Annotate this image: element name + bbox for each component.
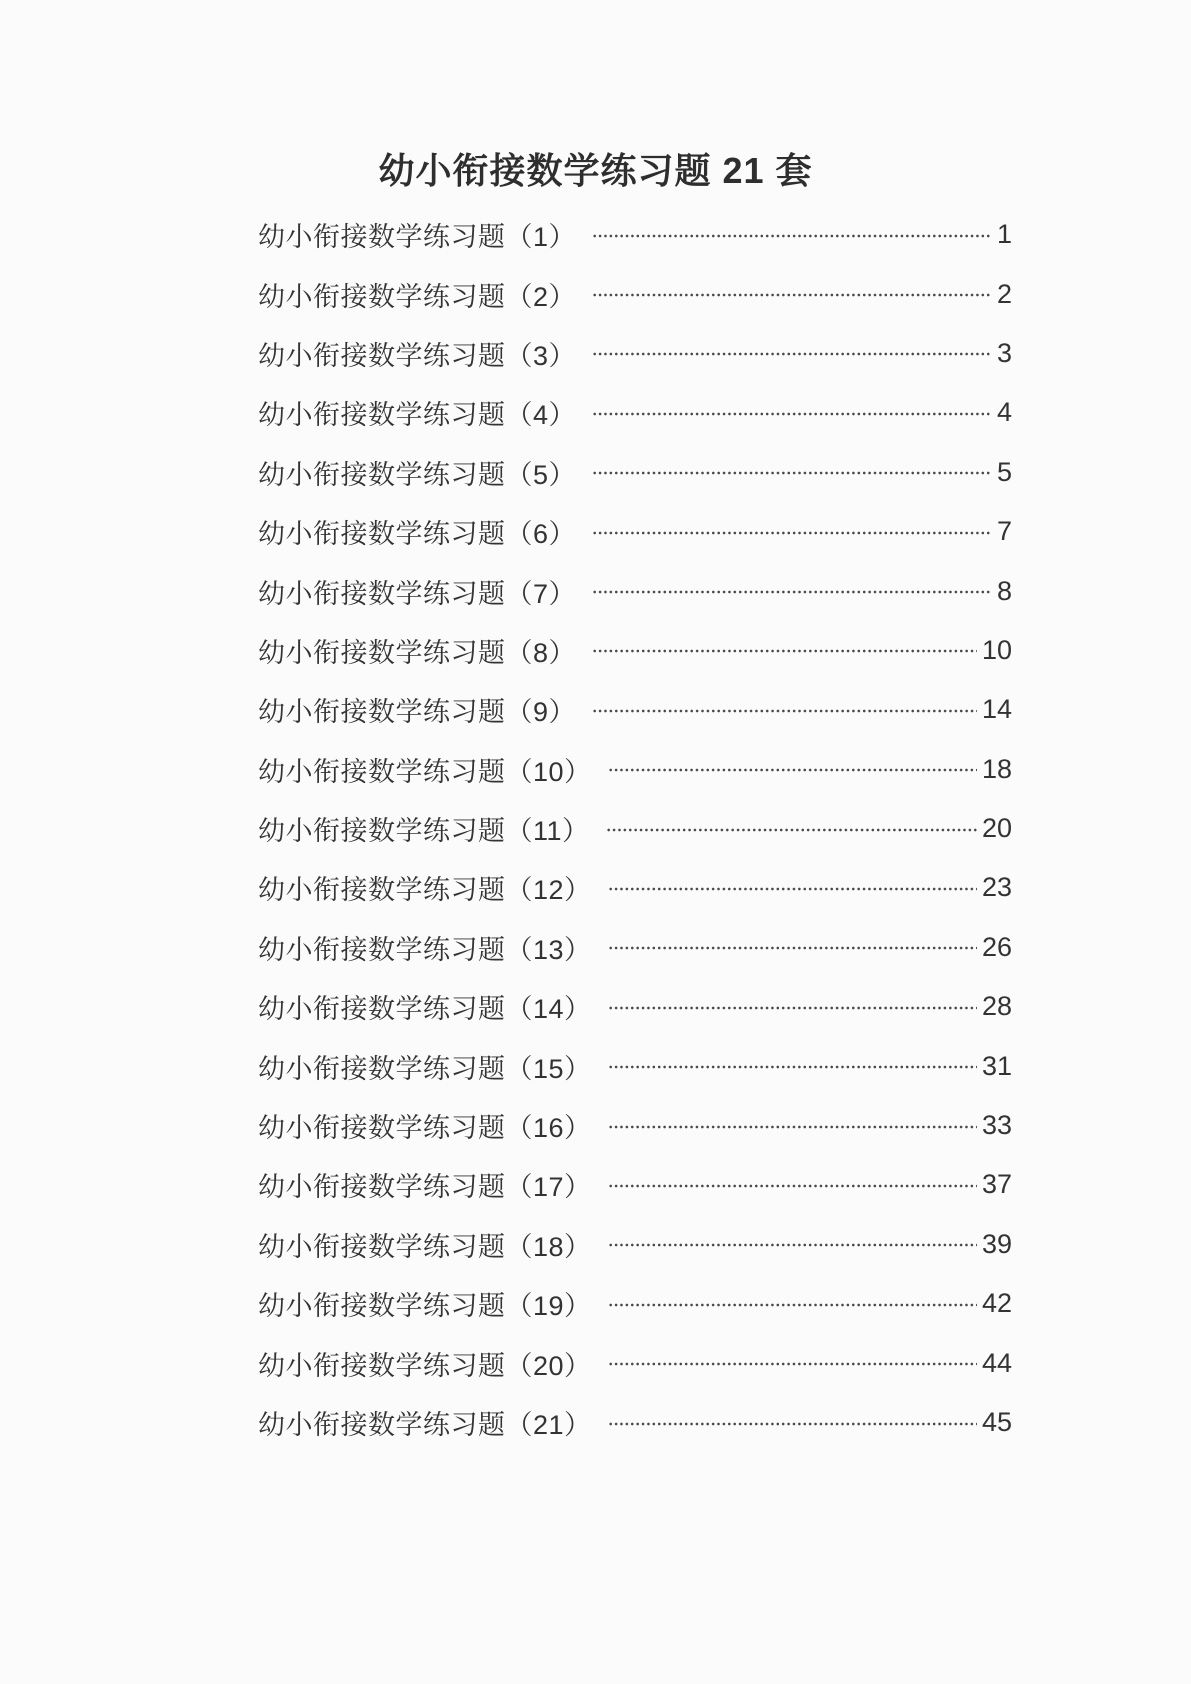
toc-row: [258, 918, 1012, 977]
dotted-leader: [608, 1005, 977, 1011]
toc-entry-label: 幼小衔接数学练习题（11）: [258, 816, 590, 847]
dotted-leader: [608, 945, 977, 951]
dotted-leader: [608, 767, 977, 773]
dotted-leader: [592, 589, 992, 595]
dotted-leader: [606, 827, 977, 833]
toc-row: [258, 324, 1012, 383]
toc-row: [258, 621, 1012, 680]
toc-entry-page-number: 3: [996, 337, 1012, 368]
dotted-leader: [592, 233, 992, 239]
toc-row: [258, 443, 1012, 502]
toc-entry-page-number: 7: [996, 516, 1012, 547]
toc-row: [258, 858, 1012, 917]
toc-row: [258, 1333, 1012, 1392]
toc-row: [258, 1393, 1012, 1452]
toc-row: [258, 383, 1012, 442]
toc-entry-label: 幼小衔接数学练习题（16）: [258, 1113, 592, 1144]
toc-entry-label: 幼小衔接数学练习题（4）: [258, 400, 577, 431]
toc-row: [258, 502, 1012, 561]
toc-entry-page-number: 45: [981, 1407, 1012, 1437]
toc-entry-page-number: 42: [981, 1288, 1012, 1319]
toc-entry-label: 幼小衔接数学练习题（14）: [258, 994, 592, 1025]
toc-entry-label: 幼小衔接数学练习题（15）: [258, 1053, 592, 1084]
toc-row: [258, 1274, 1012, 1333]
toc-row: [258, 977, 1012, 1036]
toc-entry-page-number: 4: [996, 397, 1012, 428]
toc-entry-label: 幼小衔接数学练习题（9）: [258, 697, 577, 728]
dotted-leader: [592, 411, 992, 417]
toc-entry-page-number: 14: [981, 694, 1012, 725]
toc-entry-label: 幼小衔接数学练习题（18）: [258, 1231, 592, 1262]
toc-entry-page-number: 2: [996, 278, 1012, 309]
toc-row: [258, 1036, 1012, 1095]
toc-row: [258, 799, 1012, 858]
dotted-leader: [608, 1242, 977, 1248]
dotted-leader: [608, 1124, 977, 1130]
toc-row: [258, 205, 1012, 264]
dotted-leader: [608, 1183, 977, 1189]
page-title: 幼小衔接数学练习题 21 套: [378, 150, 813, 191]
toc-entry-page-number: 37: [981, 1169, 1012, 1200]
toc-entry-page-number: 39: [981, 1228, 1012, 1259]
toc-row: [258, 1215, 1012, 1274]
dotted-leader: [592, 708, 977, 714]
toc-entry-label: 幼小衔接数学练习题（7）: [258, 578, 577, 609]
toc-entry-label: 幼小衔接数学练习题（17）: [258, 1172, 592, 1203]
toc-entry-label: 幼小衔接数学练习题（3）: [258, 340, 577, 371]
dotted-leader: [608, 1361, 977, 1367]
dotted-leader: [592, 351, 992, 357]
toc-entry-label: 幼小衔接数学练习题（19）: [258, 1291, 592, 1322]
toc-entry-label: 幼小衔接数学练习题（10）: [258, 756, 592, 787]
toc-entry-label: 幼小衔接数学练习题（20）: [258, 1350, 592, 1381]
toc-entry-label: 幼小衔接数学练习题（5）: [258, 459, 577, 490]
toc-row: [258, 264, 1012, 323]
toc-entry-page-number: 20: [981, 813, 1012, 844]
toc-row: [258, 561, 1012, 620]
dotted-leader: [592, 648, 977, 654]
dotted-leader: [608, 1302, 977, 1308]
toc-row: [258, 1155, 1012, 1214]
toc-entry-page-number: 33: [981, 1110, 1012, 1141]
toc-entry-label: 幼小衔接数学练习题（2）: [258, 281, 577, 312]
toc-entry-label: 幼小衔接数学练习题（1）: [258, 222, 577, 253]
toc-entry-page-number: 5: [996, 456, 1012, 487]
toc-entry-page-number: 18: [981, 753, 1012, 784]
toc-entry-label: 幼小衔接数学练习题（13）: [258, 934, 592, 965]
toc-entry-page-number: 1: [996, 219, 1012, 250]
toc-row: [258, 1096, 1012, 1155]
dotted-leader: [608, 886, 977, 892]
toc-entry-page-number: 31: [981, 1050, 1012, 1081]
toc-entry-page-number: 44: [981, 1347, 1012, 1378]
toc-entry-page-number: 28: [981, 991, 1012, 1022]
toc-entry-page-number: 10: [981, 634, 1012, 665]
dotted-leader: [592, 530, 992, 536]
dotted-leader: [592, 470, 992, 476]
toc-entry-page-number: 26: [981, 931, 1012, 962]
toc-entry-page-number: 23: [981, 872, 1012, 903]
toc-entry-label: 幼小衔接数学练习题（12）: [258, 875, 592, 906]
toc-entry-label: 幼小衔接数学练习题（6）: [258, 519, 577, 550]
toc-row: [258, 680, 1012, 739]
dotted-leader: [608, 1064, 977, 1070]
dotted-leader: [592, 292, 992, 298]
toc-row: [258, 740, 1012, 799]
dotted-leader: [608, 1421, 977, 1427]
toc-entry-label: 幼小衔接数学练习题（8）: [258, 637, 577, 668]
table-of-contents: [258, 205, 1012, 1452]
toc-entry-page-number: 8: [996, 575, 1012, 606]
toc-entry-label: 幼小衔接数学练习题（21）: [258, 1410, 592, 1440]
